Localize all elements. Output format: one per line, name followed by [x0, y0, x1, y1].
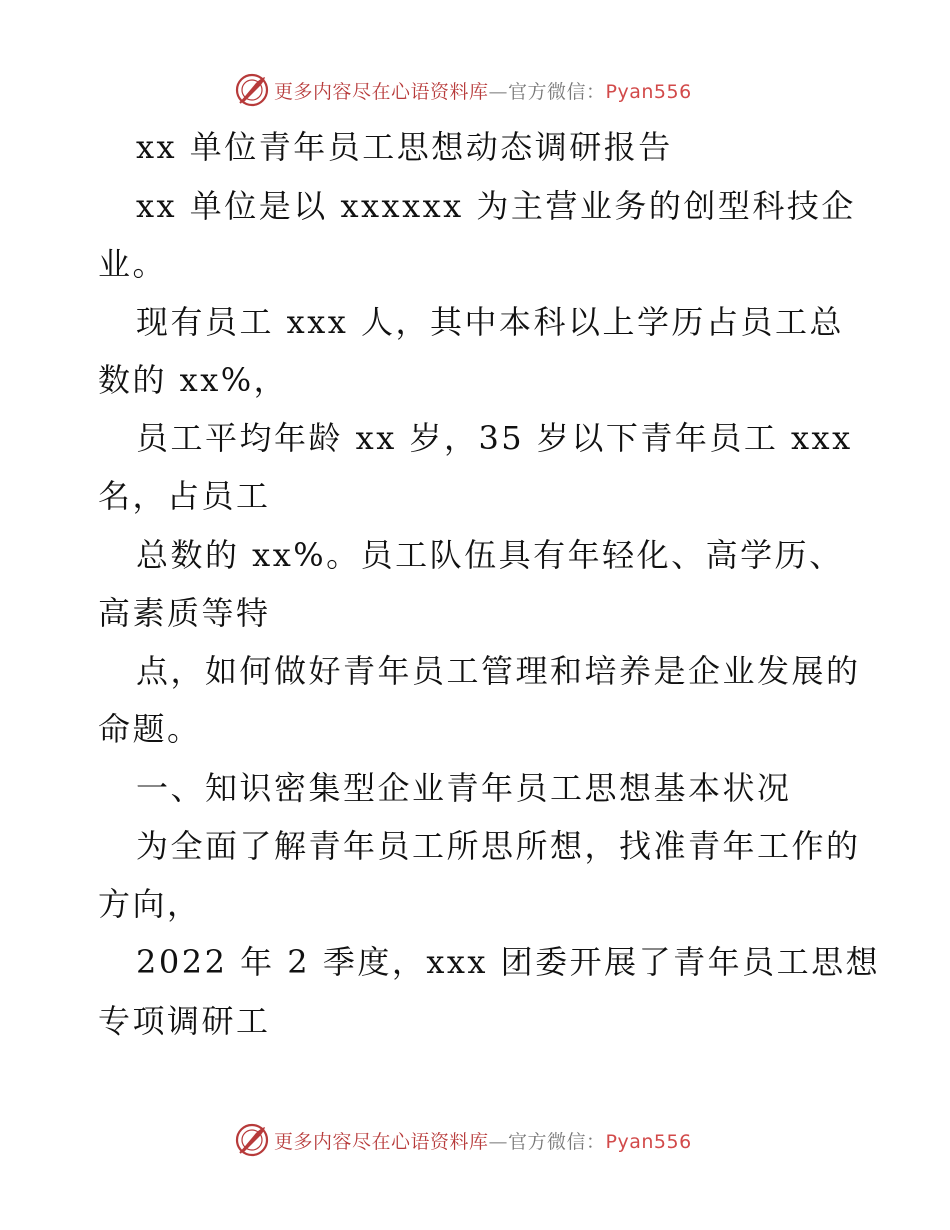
- banner-promo-text: 更多内容尽在心语资料库: [274, 80, 489, 103]
- paragraph-line: 2022 年 2 季度，xxx 团委开展了青年员工思想: [136, 943, 881, 981]
- banner-wechat-label: 官方微信：: [508, 80, 606, 103]
- paragraph-line: 专项调研工: [98, 1002, 271, 1040]
- banner-text: [274, 77, 692, 104]
- paragraph-line: 命题。: [98, 710, 202, 748]
- quill-logo-icon: [234, 1122, 270, 1158]
- paragraph-line: 名，占员工: [98, 477, 271, 515]
- banner-wechat-id: Pyan556: [605, 1130, 692, 1153]
- paragraph-line: 员工平均年龄 xx 岁，35 岁以下青年员工 xxx: [136, 419, 853, 457]
- paragraph-line: 现有员工 xxx 人，其中本科以上学历占员工总: [136, 303, 844, 341]
- paragraph-line: 点，如何做好青年员工管理和培养是企业发展的: [136, 652, 861, 690]
- section-heading: 一、知识密集型企业青年员工思想基本状况: [136, 769, 792, 807]
- paragraph-line: 业。: [98, 245, 168, 283]
- quill-logo-icon: [234, 72, 270, 108]
- banner-text: [274, 1127, 692, 1154]
- paragraph-line: xx 单位是以 xxxxxx 为主营业务的创型科技企: [136, 187, 856, 225]
- paragraph-line: 数的 xx%，: [98, 361, 289, 399]
- footer-banner: [234, 1120, 692, 1160]
- paragraph-line: 方向，: [98, 885, 202, 923]
- banner-wechat-id: Pyan556: [605, 80, 692, 103]
- banner-promo-text: 更多内容尽在心语资料库: [274, 1130, 489, 1153]
- document-title: xx 单位青年员工思想动态调研报告: [136, 128, 673, 166]
- paragraph-line: 高素质等特: [98, 594, 271, 632]
- banner-wechat-label: 官方微信：: [508, 1130, 606, 1153]
- paragraph-line: 总数的 xx%。员工队伍具有年轻化、高学历、: [136, 536, 844, 574]
- banner-dash: —: [488, 1130, 509, 1153]
- paragraph-line: 为全面了解青年员工所思所想，找准青年工作的: [136, 827, 861, 865]
- banner-dash: —: [488, 80, 509, 103]
- header-banner: [234, 70, 692, 110]
